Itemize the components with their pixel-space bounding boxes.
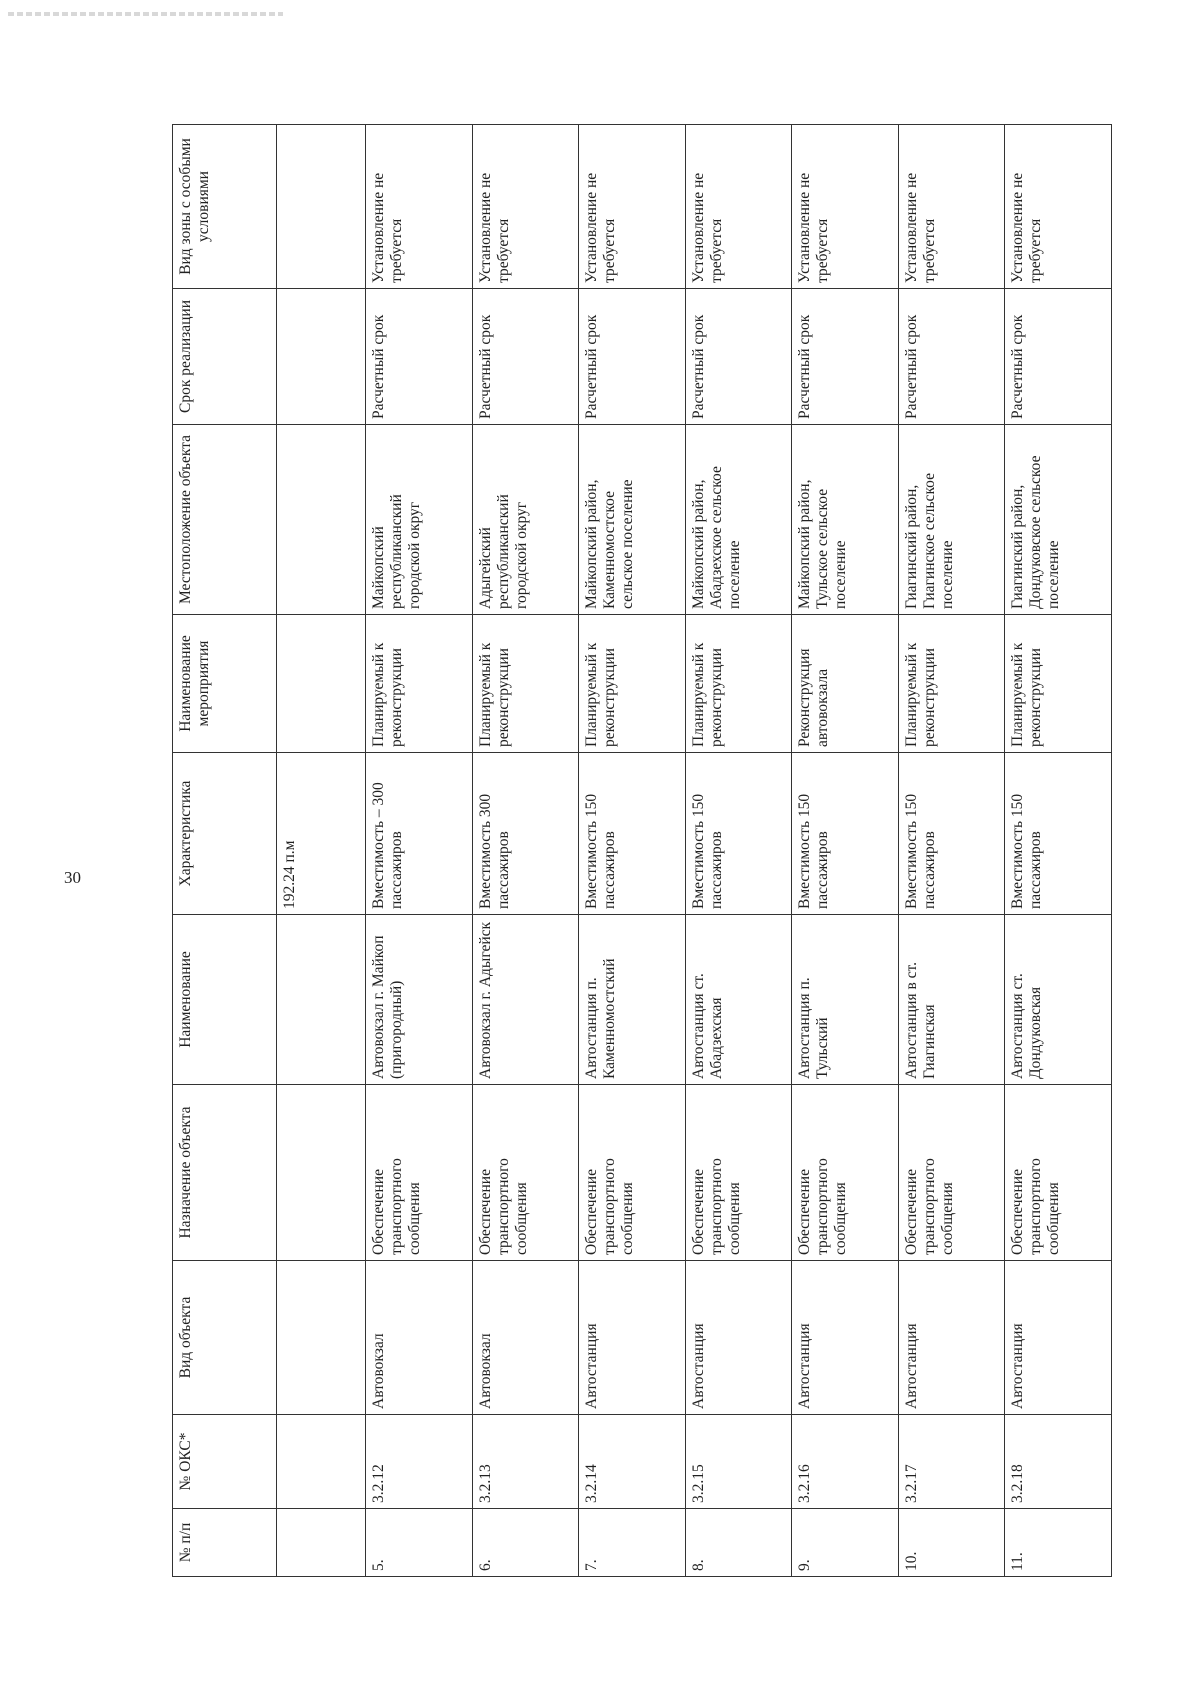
cell-zone: Установление не требуется — [365, 125, 472, 289]
table-row — [472, 125, 579, 1577]
cell-empty — [277, 915, 366, 1085]
cell-zone: Установление не требуется — [685, 125, 792, 289]
cell-oks: 3.2.13 — [472, 1415, 579, 1509]
header-term: Срок реализации — [173, 289, 277, 425]
cell-num: 11. — [1005, 1509, 1112, 1577]
header-kind: Вид объекта — [173, 1261, 277, 1415]
cell-characteristic: Вместимость 150 пассажиров — [579, 753, 686, 915]
cell-num: 9. — [792, 1509, 899, 1577]
cell-name: Автостанция п. Тульский — [792, 915, 899, 1085]
cell-num: 7. — [579, 1509, 686, 1577]
cell-location: Майкопский район, Каменномостское сельское поселение — [579, 425, 686, 615]
table-row — [365, 125, 472, 1577]
cell-zone: Установление не требуется — [579, 125, 686, 289]
table-row — [898, 125, 1005, 1577]
header-num: № п/п — [173, 1509, 277, 1577]
header-row — [173, 125, 277, 1577]
cell-kind: Автостанция — [898, 1261, 1005, 1415]
cell-empty — [277, 125, 366, 289]
cell-term: Расчетный срок — [579, 289, 686, 425]
cell-kind: Автостанция — [579, 1261, 686, 1415]
cell-location: Гиагинский район, Дондуковское сельское поселение — [1005, 425, 1112, 615]
cell-purpose: Обеспечение транспортного сообщения — [579, 1085, 686, 1261]
cell-name: Автостанция ст. Дондуковская — [1005, 915, 1112, 1085]
cell-characteristic: Вместимость 300 пассажиров — [472, 753, 579, 915]
cell-term: Расчетный срок — [685, 289, 792, 425]
cell-term: Расчетный срок — [898, 289, 1005, 425]
scan-artifact — [8, 12, 283, 16]
rotated-table-sheet — [172, 125, 1112, 1577]
cell-num: 8. — [685, 1509, 792, 1577]
cell-kind: Автостанция — [792, 1261, 899, 1415]
cell-characteristic: Вместимость 150 пассажиров — [898, 753, 1005, 915]
cell-characteristic: Вместимость 150 пассажиров — [685, 753, 792, 915]
cell-term: Расчетный срок — [472, 289, 579, 425]
cell-oks: 3.2.18 — [1005, 1415, 1112, 1509]
cell-oks: 3.2.14 — [579, 1415, 686, 1509]
cell-purpose: Обеспечение транспортного сообщения — [365, 1085, 472, 1261]
table-row — [579, 125, 686, 1577]
cell-kind: Автостанция — [685, 1261, 792, 1415]
cell-empty — [277, 1261, 366, 1415]
cell-characteristic: Вместимость 150 пассажиров — [1005, 753, 1112, 915]
cell-zone: Установление не требуется — [472, 125, 579, 289]
cell-characteristic: Вместимость – 300 пассажиров — [365, 753, 472, 915]
cell-location: Адыгейский республиканский городской округ — [472, 425, 579, 615]
cell-num: 6. — [472, 1509, 579, 1577]
cell-activity: Планируемый к реконструкции — [579, 615, 686, 753]
cell-purpose: Обеспечение транспортного сообщения — [1005, 1085, 1112, 1261]
table-row — [792, 125, 899, 1577]
cell-location: Майкопский район, Тульское сельское поселение — [792, 425, 899, 615]
header-purpose: Назначение объекта — [173, 1085, 277, 1261]
cell-term: Расчетный срок — [1005, 289, 1112, 425]
header-location: Местоположение объекта — [173, 425, 277, 615]
cell-num: 5. — [365, 1509, 472, 1577]
cell-kind: Автовокзал — [472, 1261, 579, 1415]
cell-activity: Планируемый к реконструкции — [685, 615, 792, 753]
cell-zone: Установление не требуется — [792, 125, 899, 289]
cell-purpose: Обеспечение транспортного сообщения — [898, 1085, 1005, 1261]
cell-oks: 3.2.17 — [898, 1415, 1005, 1509]
table-row — [685, 125, 792, 1577]
cell-activity: Планируемый к реконструкции — [365, 615, 472, 753]
cell-activity: Планируемый к реконструкции — [898, 615, 1005, 753]
header-name: Наименование — [173, 915, 277, 1085]
continuation-row — [277, 125, 366, 1577]
cell-term: Расчетный срок — [365, 289, 472, 425]
cell-empty — [277, 425, 366, 615]
page-number: 30 — [64, 868, 81, 887]
cell-oks: 3.2.16 — [792, 1415, 899, 1509]
cell-empty — [277, 1415, 366, 1509]
cell-purpose: Обеспечение транспортного сообщения — [472, 1085, 579, 1261]
cell-empty — [277, 1509, 366, 1577]
cell-kind: Автостанция — [1005, 1261, 1112, 1415]
cell-location: Гиагинский район, Гиагинское сельское поселение — [898, 425, 1005, 615]
header-activity: Наименование мероприятия — [173, 615, 277, 753]
header-characteristic: Характеристика — [173, 753, 277, 915]
cell-oks: 3.2.12 — [365, 1415, 472, 1509]
cell-name: Автостанция в ст. Гиагинская — [898, 915, 1005, 1085]
cell-activity: Реконструкция автовокзала — [792, 615, 899, 753]
header-zone: Вид зоны с особыми условиями — [173, 125, 277, 289]
cell-name: Автовокзал г. Адыгейск — [472, 915, 579, 1085]
cell-name: Автостанция ст. Абадзехская — [685, 915, 792, 1085]
cell-characteristic: 192.24 п.м — [277, 753, 366, 915]
cell-term: Расчетный срок — [792, 289, 899, 425]
cell-characteristic: Вместимость 150 пассажиров — [792, 753, 899, 915]
cell-activity: Планируемый к реконструкции — [472, 615, 579, 753]
cell-name: Автовокзал г. Майкоп (пригородный) — [365, 915, 472, 1085]
objects-table — [172, 124, 1112, 1577]
table-row — [1005, 125, 1112, 1577]
cell-purpose: Обеспечение транспортного сообщения — [685, 1085, 792, 1261]
cell-empty — [277, 1085, 366, 1261]
cell-zone: Установление не требуется — [898, 125, 1005, 289]
cell-empty — [277, 289, 366, 425]
cell-oks: 3.2.15 — [685, 1415, 792, 1509]
cell-kind: Автовокзал — [365, 1261, 472, 1415]
cell-num: 10. — [898, 1509, 1005, 1577]
cell-purpose: Обеспечение транспортного сообщения — [792, 1085, 899, 1261]
cell-empty — [277, 615, 366, 753]
cell-zone: Установление не требуется — [1005, 125, 1112, 289]
cell-location: Майкопский район, Абадзехское сельское поселение — [685, 425, 792, 615]
header-oks: № ОКС* — [173, 1415, 277, 1509]
cell-name: Автостанция п. Каменномостский — [579, 915, 686, 1085]
cell-activity: Планируемый к реконструкции — [1005, 615, 1112, 753]
cell-location: Майкопский республиканский городской округ — [365, 425, 472, 615]
